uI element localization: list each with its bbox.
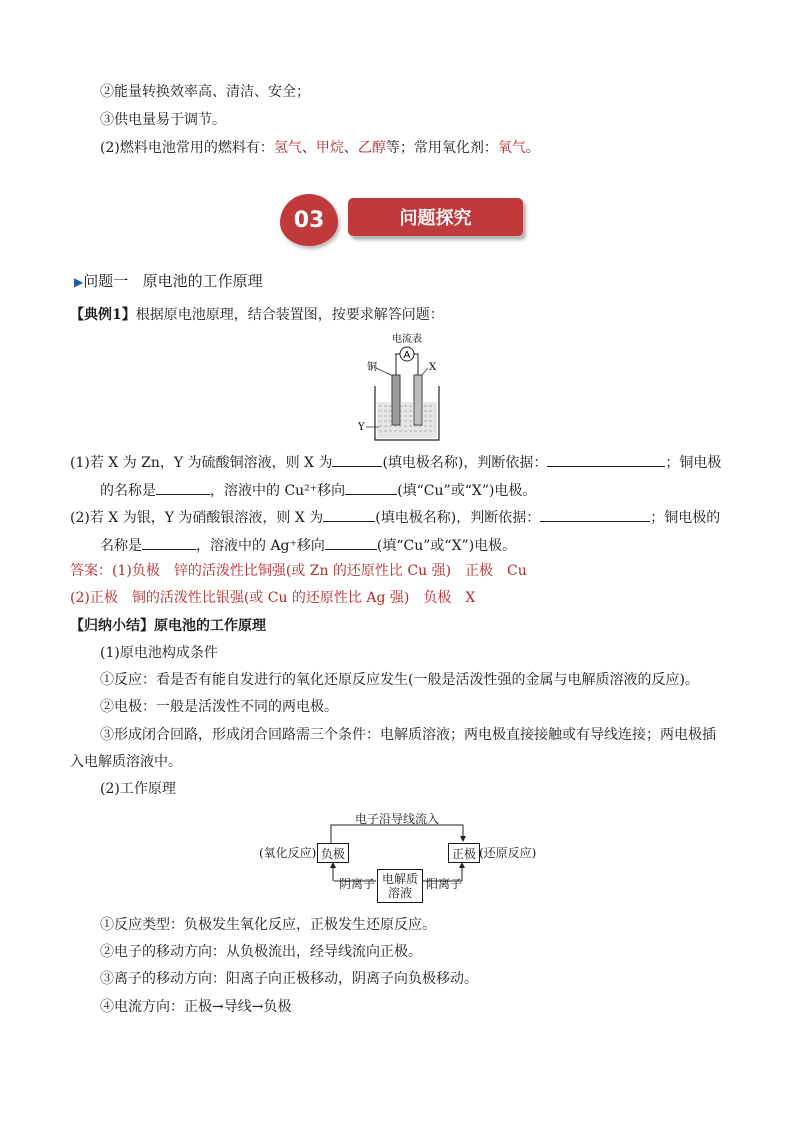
- q2-blank-x-name[interactable]: [323, 507, 375, 522]
- cation-label: 阳离子: [426, 877, 463, 891]
- copper-electrode-label: 铜: [367, 362, 377, 373]
- cell-apparatus-diagram: [355, 330, 445, 445]
- oxidant-oxygen: 氧气: [497, 140, 526, 156]
- fuel-methane: 甲烷: [315, 140, 344, 156]
- electron-flow-label: 电子沿导线流入: [355, 812, 440, 826]
- solution-label: Y: [358, 422, 365, 433]
- example-line: 【典例1】根据原电池原理，结合装置图，按要求解答问题：: [70, 307, 444, 323]
- q2-blank-reason[interactable]: [540, 507, 650, 522]
- condition-reaction: ①反应：看是否有能自发进行的氧化还原反应发生(一般是活泼性强的金属与电解质溶液的反应)。: [100, 672, 699, 688]
- point-current-direction: ④电流方向：正极→导线→负极: [100, 999, 292, 1015]
- q1-blank-reason[interactable]: [547, 452, 665, 467]
- oxidation-note: (氧化反应): [259, 846, 317, 860]
- fuel-hydrogen: 氢气: [273, 140, 302, 156]
- x-electrode-label: X: [429, 362, 437, 373]
- example-tag: 【典例1】: [70, 307, 136, 323]
- reduction-note: (还原反应): [479, 846, 537, 860]
- q1-blank-copper-name[interactable]: [156, 480, 210, 495]
- q2-blank-ion-direction[interactable]: [325, 535, 377, 550]
- point-electron-direction: ②电子的移动方向：从负极流出，经导线流向正极。: [100, 944, 422, 960]
- section-header: [276, 193, 526, 253]
- ammeter-symbol: A: [403, 350, 411, 361]
- summary-sub-1: (1)原电池构成条件: [100, 645, 218, 661]
- q1-line-1: (1)若 X 为 Zn，Y 为硫酸铜溶液，则 X 为 (填电极名称)，判断依据： ；铜电极: [70, 452, 721, 473]
- q1-line-2: 的名称是 ，溶液中的 Cu²⁺移向 (填“Cu”或“X”)电极。: [100, 480, 536, 501]
- section-number-badge: 03: [280, 194, 338, 246]
- ammeter-label: 电流表: [392, 334, 422, 345]
- q1-blank-ion-direction[interactable]: [345, 480, 397, 495]
- point-reaction-type: ①反应类型：负极发生氧化反应，正极发生还原反应。: [100, 917, 436, 933]
- intro-line-1: ②能量转换效率高、清洁、安全；: [100, 84, 310, 100]
- summary-sub-2: (2)工作原理: [100, 781, 176, 797]
- intro-line-3: (2)燃料电池常用的燃料有：氢气、甲烷、乙醇等；常用氧化剂：氧气。: [100, 140, 540, 156]
- summary-tag: 【归纳小结】: [70, 618, 154, 634]
- condition-electrode: ②电极：一般是活泼性不同的两电极。: [100, 699, 338, 715]
- section-title: 问题探究: [348, 198, 523, 236]
- condition-circuit-1: ③形成闭合回路，形成闭合回路需三个条件：电解质溶液；两电极直接接触或有导线连接；两电极插: [100, 727, 716, 743]
- q2-blank-copper-name[interactable]: [142, 535, 196, 550]
- condition-circuit-2: 入电解质溶液中。: [70, 754, 182, 770]
- fuel-ethanol: 乙醇: [357, 140, 386, 156]
- point-ion-direction: ③离子的移动方向：阳离子向正极移动，阴离子向负极移动。: [100, 971, 478, 987]
- intro-line-2: ③供电量易于调节。: [100, 112, 226, 128]
- electrolyte-box: 电解质 溶液: [377, 869, 423, 903]
- anion-label: 阴离子: [339, 877, 376, 891]
- q2-line-2: 名称是 ，溶液中的 Ag⁺移向 (填“Cu”或“X”)电极。: [100, 535, 516, 556]
- electron-flow-arrow: [331, 825, 463, 843]
- answer-line-2: (2)正极 铜的活泼性比银强(或 Cu 的还原性比 Ag 强) 负极 X: [70, 590, 476, 606]
- question-title: ▶问题一 原电池的工作原理: [74, 272, 263, 290]
- summary-heading: 【归纳小结】原电池的工作原理: [70, 618, 266, 634]
- triangle-marker-icon: ▶: [74, 275, 84, 289]
- working-principle-diagram: [255, 808, 545, 904]
- q2-line-1: (2)若 X 为银，Y 为硝酸银溶液，则 X 为 (填电极名称)，判断依据： ；铜电极的: [70, 507, 720, 528]
- q1-blank-x-name[interactable]: [332, 452, 382, 467]
- answer-line-1: 答案：(1)负极 锌的活泼性比铜强(或 Zn 的还原性比 Cu 强) 正极 Cu: [70, 563, 527, 579]
- negative-electrode-box: 负极: [317, 843, 349, 863]
- positive-electrode-box: 正极: [448, 843, 480, 863]
